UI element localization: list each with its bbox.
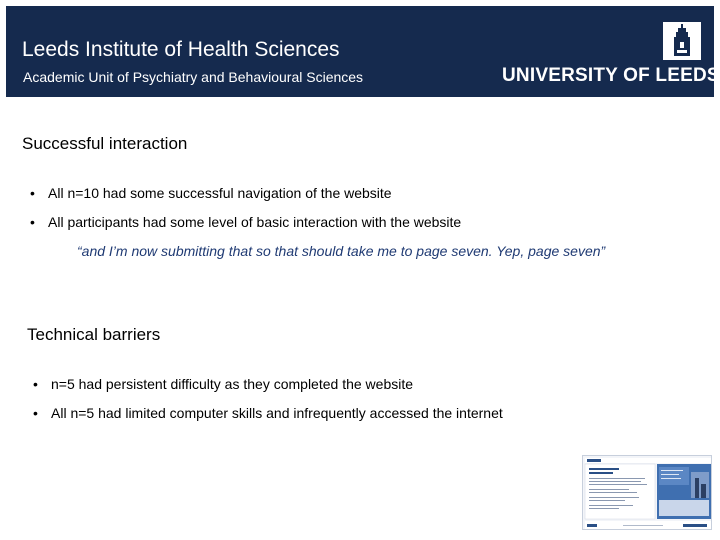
bullet-text: All n=5 had limited computer skills and infrequently accessed the internet bbox=[51, 405, 503, 421]
bullet-glyph: • bbox=[30, 185, 35, 201]
bullet-glyph: • bbox=[33, 405, 38, 421]
university-crest-icon bbox=[663, 22, 701, 60]
university-name: UNIVERSITY OF LEEDS bbox=[502, 65, 720, 86]
website-screenshot-thumbnail bbox=[582, 455, 712, 530]
bullet-item bbox=[30, 185, 392, 201]
slide-header bbox=[6, 6, 720, 97]
unit-subtitle: Academic Unit of Psychiatry and Behavioural Sciences bbox=[23, 69, 364, 85]
bullet-item bbox=[30, 214, 461, 230]
participant-quote: “and I’m now submitting that so that should take me to page seven. Yep, page seven” bbox=[77, 243, 606, 259]
bullet-text: All participants had some level of basic interaction with the website bbox=[48, 214, 462, 230]
section-title-technical-barriers: Technical barriers bbox=[27, 325, 161, 344]
bullet-glyph: • bbox=[33, 376, 38, 392]
bullet-text: All n=10 had some successful navigation of the website bbox=[48, 185, 392, 201]
institute-title: Leeds Institute of Health Sciences bbox=[22, 38, 340, 61]
bullet-glyph: • bbox=[30, 214, 35, 230]
bullet-item bbox=[33, 405, 503, 421]
bullet-text: n=5 had persistent difficulty as they completed the website bbox=[51, 376, 414, 392]
bullet-item bbox=[33, 376, 413, 392]
section-title-successful-interaction: Successful interaction bbox=[22, 134, 188, 153]
